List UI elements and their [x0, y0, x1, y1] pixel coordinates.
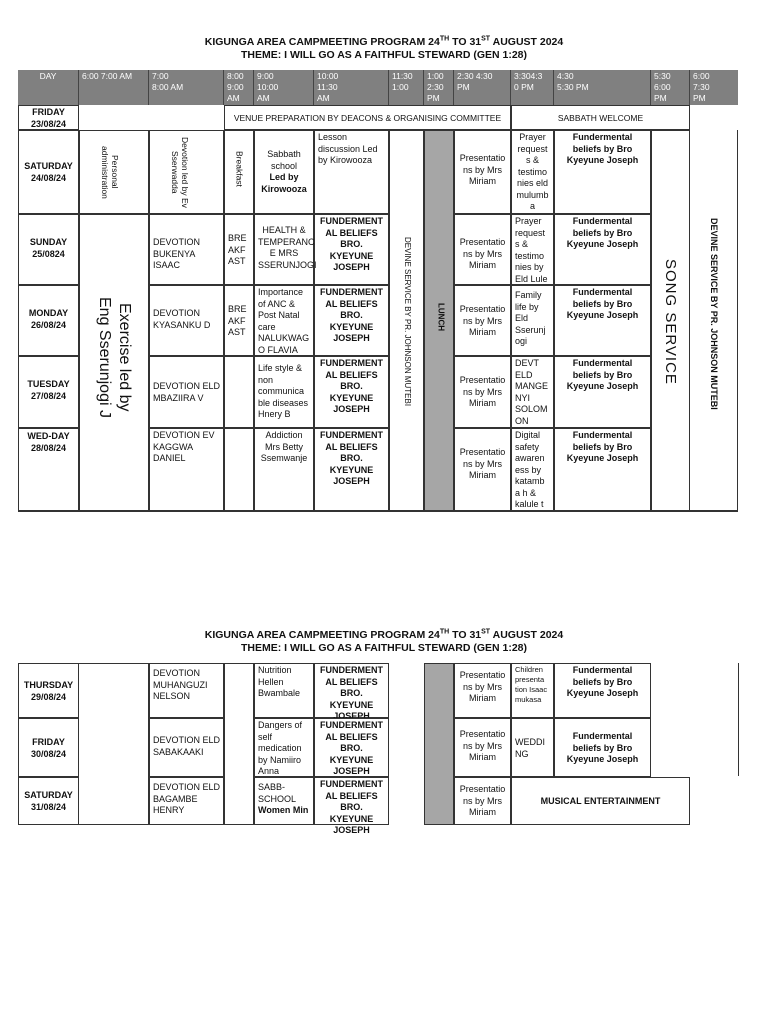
lunch-column-2: [424, 663, 454, 825]
day-friday-2: FRIDAY 30/08/24: [18, 718, 79, 777]
devotion-friday-2: DEVOTION ELD SABAKAAKI: [149, 718, 224, 777]
devotion-sunday: DEVOTION BUKENYA ISAAC: [149, 214, 224, 285]
wedding: WEDDI NG: [511, 718, 554, 777]
program-title-2: KIGUNGA AREA CAMPMEETING PROGRAM 24TH TO 31ST AUGUST 2024: [204, 628, 564, 641]
personal-administration: Personal administration: [79, 130, 149, 214]
exercise-session: Exercise led by Eng Sserunjogi J: [79, 214, 149, 511]
breakfast-monday: BRE AKF AST: [224, 285, 254, 356]
header-time-9: 3:304:3 0 PM: [511, 70, 554, 105]
program-theme-2: THEME: I WILL GO AS A FAITHFUL STEWARD (GEN 1:28): [240, 642, 528, 654]
devotion-wednesday: DEVOTION EV KAGGWA DANIEL: [149, 428, 224, 511]
prayer-requests-sunday: Prayer request s & testimo nies by Eld Lule: [511, 214, 554, 285]
devine-service-mid: DEVINE SERVICE BY PR. JOHNSON MUTEBI: [389, 130, 424, 511]
header-time-5: 10:00 11:30 AM: [314, 70, 389, 105]
breakfast-saturday: Breakfast: [224, 130, 254, 214]
day-saturday: SATURDAY 24/08/24: [18, 130, 79, 214]
day-tuesday: TUESDAY 27/08/24: [18, 356, 79, 428]
venue-preparation: VENUE PREPARATION BY DEACONS & ORGANISING COMMITTEE: [224, 105, 511, 130]
presentations-saturday: Presentatio ns by Mrs Miriam: [454, 130, 511, 214]
beliefs-caps-tuesday: FUNDERMENT AL BELIEFS BRO. KYEYUNE JOSEPH: [314, 356, 389, 428]
presentations-thursday: Presentatio ns by Mrs Miriam: [454, 663, 511, 718]
prayer-requests-saturday: Prayer request s & testimo nies eld mulumb a: [511, 130, 554, 214]
beliefs-caps-monday: FUNDERMENT AL BELIEFS BRO. KYEYUNE JOSEPH: [314, 285, 389, 356]
devotion-saturday-2: DEVOTION ELD BAGAMBE HENRY: [149, 777, 224, 825]
beliefs-wednesday: Fundermental beliefs by Bro Kyeyune Joseph: [554, 428, 651, 511]
day-saturday-2: SATURDAY 31/08/24: [18, 777, 79, 825]
song-service: SONG SERVICE: [651, 130, 690, 511]
health-temperance: HEALTH & TEMPERANC E MRS SSERUNJOGI: [254, 214, 314, 285]
devine-service-right: DEVINE SERVICE BY PR. JOHNSON MUTEBI: [690, 130, 738, 511]
empty-col-2: [79, 663, 149, 825]
breakfast-wednesday-empty: [224, 428, 254, 511]
beliefs-thursday: Fundermental beliefs by Bro Kyeyune Joseph: [554, 663, 651, 718]
presentations-monday: Presentatio ns by Mrs Miriam: [454, 285, 511, 356]
sabbath-school-2: SABB- SCHOOL Women Min: [254, 777, 314, 825]
lifestyle-diseases: Life style & non communica ble diseases Hnery B: [254, 356, 314, 428]
beliefs-saturday: Fundermental beliefs by Bro Kyeyune Joseph: [554, 130, 651, 214]
breakfast-sunday: BRE AKF AST: [224, 214, 254, 285]
sabbath-school: Sabbath school Led by Kirowooza: [254, 130, 314, 214]
program-title: KIGUNGA AREA CAMPMEETING PROGRAM 24TH TO 31ST AUGUST 2024: [204, 35, 564, 48]
day-wednesday: WED-DAY 28/08/24: [18, 428, 79, 511]
breakfast-tuesday-empty: [224, 356, 254, 428]
anc-postnatal: Importance of ANC & Post Natal care NALUKWAG O FLAVIA: [254, 285, 314, 356]
sabbath-welcome: SABBATH WELCOME: [511, 105, 690, 130]
devotion-monday: DEVOTION KYASANKU D: [149, 285, 224, 356]
musical-entertainment: MUSICAL ENTERTAINMENT: [511, 777, 690, 825]
header-day: DAY: [18, 70, 79, 105]
beliefs-caps-sunday: FUNDERMENT AL BELIEFS BRO. KYEYUNE JOSEPH: [314, 214, 389, 285]
presentations-saturday-2: Presentatio ns by Mrs Miriam: [454, 777, 511, 825]
day-thursday: THURSDAY 29/08/24: [18, 663, 79, 718]
devotion-thursday: DEVOTION MUHANGUZI NELSON: [149, 663, 224, 718]
header-time-4: 9:00 10:00 AM: [254, 70, 314, 105]
header-time-6: 11:30 1:00: [389, 70, 424, 105]
beliefs-caps-friday-2: FUNDERMENT AL BELIEFS BRO. KYEYUNE JOSEPH: [314, 718, 389, 777]
beliefs-sunday: Fundermental beliefs by Bro Kyeyune Joseph: [554, 214, 651, 285]
header-time-12: 6:00 7:30 PM: [690, 70, 738, 105]
day-friday: FRIDAY 23/08/24: [18, 105, 79, 130]
lesson-discussion: Lesson discussion Led by Kirowooza: [314, 130, 389, 214]
devotion-saturday: Devotion led by Ev Sserwadda: [149, 130, 224, 214]
breakfast-col-2: [224, 663, 254, 825]
header-time-2: 7:00 8:00 AM: [149, 70, 224, 105]
devotion-tuesday: DEVOTION ELD MBAZIIRA V: [149, 356, 224, 428]
header-time-11: 5:30 6:00 PM: [651, 70, 690, 105]
day-sunday: SUNDAY 25/0824: [18, 214, 79, 285]
devt-session: DEVT ELD MANGE NYI SOLOM ON: [511, 356, 554, 428]
program-theme: THEME: I WILL GO AS A FAITHFUL STEWARD (GEN 1:28): [240, 49, 528, 61]
lunch-column: LUNCH: [424, 130, 454, 511]
presentations-wednesday: Presentatio ns by Mrs Miriam: [454, 428, 511, 511]
digital-safety: Digital safety awaren ess by katamb a h & kalule t: [511, 428, 554, 511]
header-time-1: 6:00 7:00 AM: [79, 70, 149, 105]
header-time-8: 2:30 4:30 PM: [454, 70, 511, 105]
day-monday: MONDAY 26/08/24: [18, 285, 79, 356]
presentations-friday-2: Presentatio ns by Mrs Miriam: [454, 718, 511, 777]
addiction-talk: Addiction Mrs Betty Ssemwanje: [254, 428, 314, 511]
children-presentation: Children presenta tion Isaac mukasa: [511, 663, 554, 718]
beliefs-caps-wednesday: FUNDERMENT AL BELIEFS BRO. KYEYUNE JOSEPH: [314, 428, 389, 511]
dangers-self-medication: Dangers of self medication by Namiiro Anna: [254, 718, 314, 777]
header-time-10: 4:30 5:30 PM: [554, 70, 651, 105]
header-time-3: 8:00 9:00 AM: [224, 70, 254, 105]
beliefs-caps-saturday-2: FUNDERMENT AL BELIEFS BRO. KYEYUNE JOSEPH: [314, 777, 389, 825]
beliefs-monday: Fundermental beliefs by Bro Kyeyune Joseph: [554, 285, 651, 356]
beliefs-friday-2: Fundermental beliefs by Bro Kyeyune Joseph: [554, 718, 651, 777]
beliefs-caps-thursday: FUNDERMENT AL BELIEFS BRO. KYEYUNE JOSEPH: [314, 663, 389, 718]
presentations-tuesday: Presentatio ns by Mrs Miriam: [454, 356, 511, 428]
family-life: Family life by Eld Sserunj ogi: [511, 285, 554, 356]
nutrition-talk: Nutrition Hellen Bwambale: [254, 663, 314, 718]
header-time-7: 1:00 2:30 PM: [424, 70, 454, 105]
presentations-sunday: Presentatio ns by Mrs Miriam: [454, 214, 511, 285]
beliefs-tuesday: Fundermental beliefs by Bro Kyeyune Joseph: [554, 356, 651, 428]
